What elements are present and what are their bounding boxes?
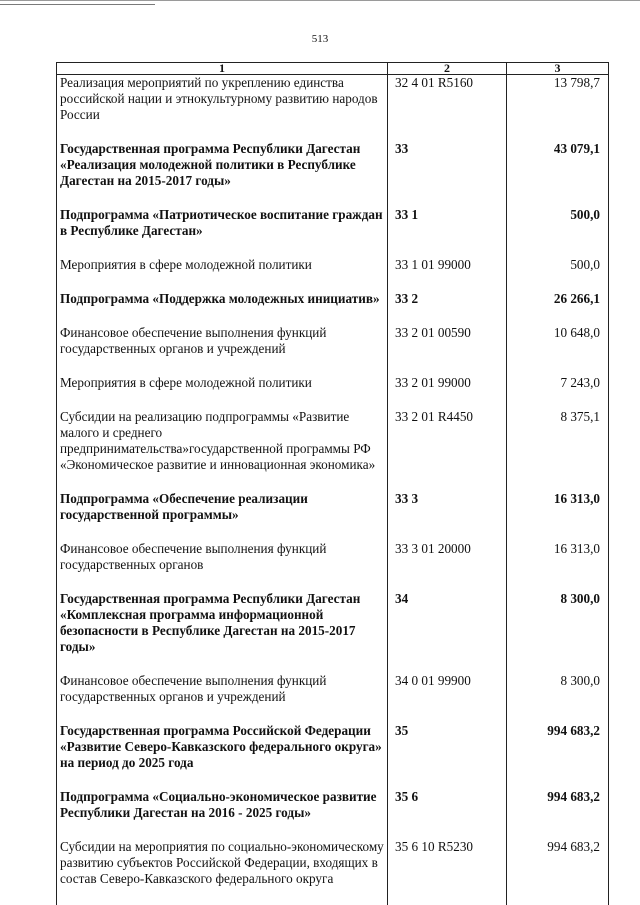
row-name-cell: Финансовое обеспечение выполнения функций государственных органов: [57, 541, 388, 591]
row-code-cell: 33 3 01 20000: [388, 541, 507, 591]
row-amount-cell: 26 266,1: [507, 291, 609, 325]
table-row: [57, 839, 609, 905]
row-amount-cell: 43 079,1: [507, 141, 609, 207]
row-code-cell: 33 2 01 00590: [388, 325, 507, 375]
table-row: [57, 257, 609, 291]
row-code-cell: 32 4 01 R5160: [388, 75, 507, 142]
row-name-cell: Подпрограмма «Патриотическое воспитание граждан в Республике Дагестан»: [57, 207, 388, 257]
table-row: [57, 291, 609, 325]
row-amount-cell: 994 683,2: [507, 723, 609, 789]
table-header-row: [57, 63, 609, 75]
row-name-cell: Субсидии на мероприятия по социально-экономическому развитию субъектов Российской Федерации, входящих в состав Северо-Кавказского федерального округа: [57, 839, 388, 905]
row-name-cell: Мероприятия в сфере молодежной политики: [57, 257, 388, 291]
row-amount-cell: 994 683,2: [507, 789, 609, 839]
table-row: [57, 591, 609, 673]
row-name-cell: Реализация мероприятий по укреплению единства российской нации и этнокультурному развитию народов России: [57, 75, 388, 142]
row-code-cell: 35 6: [388, 789, 507, 839]
column-header-2: 2: [388, 63, 507, 75]
table-row: [57, 75, 609, 142]
row-code-cell: 33 2 01 99000: [388, 375, 507, 409]
row-code-cell: 33: [388, 141, 507, 207]
row-amount-cell: 8 375,1: [507, 409, 609, 491]
table-row: [57, 375, 609, 409]
row-name-cell: Субсидии на реализацию подпрограммы «Развитие малого и среднего предпринимательства»государственной программы РФ «Экономическое развитие и инновационная экономика»: [57, 409, 388, 491]
row-name-cell: Подпрограмма «Поддержка молодежных инициатив»: [57, 291, 388, 325]
table-row: [57, 409, 609, 491]
row-name-cell: Подпрограмма «Обеспечение реализации государственной программы»: [57, 491, 388, 541]
scan-edge-artifact: [0, 0, 640, 11]
row-code-cell: 33 1 01 99000: [388, 257, 507, 291]
row-amount-cell: 500,0: [507, 207, 609, 257]
row-amount-cell: 10 648,0: [507, 325, 609, 375]
row-code-cell: 35: [388, 723, 507, 789]
row-code-cell: 35 6 10 R5230: [388, 839, 507, 905]
column-header-1: 1: [57, 63, 388, 75]
row-amount-cell: 13 798,7: [507, 75, 609, 142]
row-code-cell: 33 3: [388, 491, 507, 541]
table-row: [57, 325, 609, 375]
table-row: [57, 673, 609, 723]
row-amount-cell: 16 313,0: [507, 541, 609, 591]
row-amount-cell: 7 243,0: [507, 375, 609, 409]
row-code-cell: 34: [388, 591, 507, 673]
table-row: [57, 789, 609, 839]
row-name-cell: Государственная программа Российской Федерации «Развитие Северо-Кавказского федерального округа» на период до 2025 года: [57, 723, 388, 789]
budget-table: [56, 62, 609, 905]
row-code-cell: 33 2: [388, 291, 507, 325]
row-name-cell: Государственная программа Республики Дагестан «Комплексная программа информационной безопасности в Республике Дагестан на 2015-2017 годы»: [57, 591, 388, 673]
column-header-3: 3: [507, 63, 609, 75]
row-name-cell: Финансовое обеспечение выполнения функций государственных органов и учреждений: [57, 325, 388, 375]
row-amount-cell: 500,0: [507, 257, 609, 291]
table-row: [57, 491, 609, 541]
table-row: [57, 207, 609, 257]
page-number: 513: [311, 33, 329, 45]
row-name-cell: Подпрограмма «Социально-экономическое развитие Республики Дагестан на 2016 - 2025 годы»: [57, 789, 388, 839]
table-row: [57, 723, 609, 789]
row-name-cell: Государственная программа Республики Дагестан «Реализация молодежной политики в Республике Дагестан на 2015-2017 годы»: [57, 141, 388, 207]
table-row: [57, 541, 609, 591]
row-amount-cell: 8 300,0: [507, 591, 609, 673]
row-amount-cell: 16 313,0: [507, 491, 609, 541]
row-code-cell: 33 1: [388, 207, 507, 257]
row-name-cell: Мероприятия в сфере молодежной политики: [57, 375, 388, 409]
row-amount-cell: 8 300,0: [507, 673, 609, 723]
row-amount-cell: 994 683,2: [507, 839, 609, 905]
table-row: [57, 141, 609, 207]
row-name-cell: Финансовое обеспечение выполнения функций государственных органов и учреждений: [57, 673, 388, 723]
table-body: [57, 75, 609, 905]
row-code-cell: 34 0 01 99900: [388, 673, 507, 723]
row-code-cell: 33 2 01 R4450: [388, 409, 507, 491]
